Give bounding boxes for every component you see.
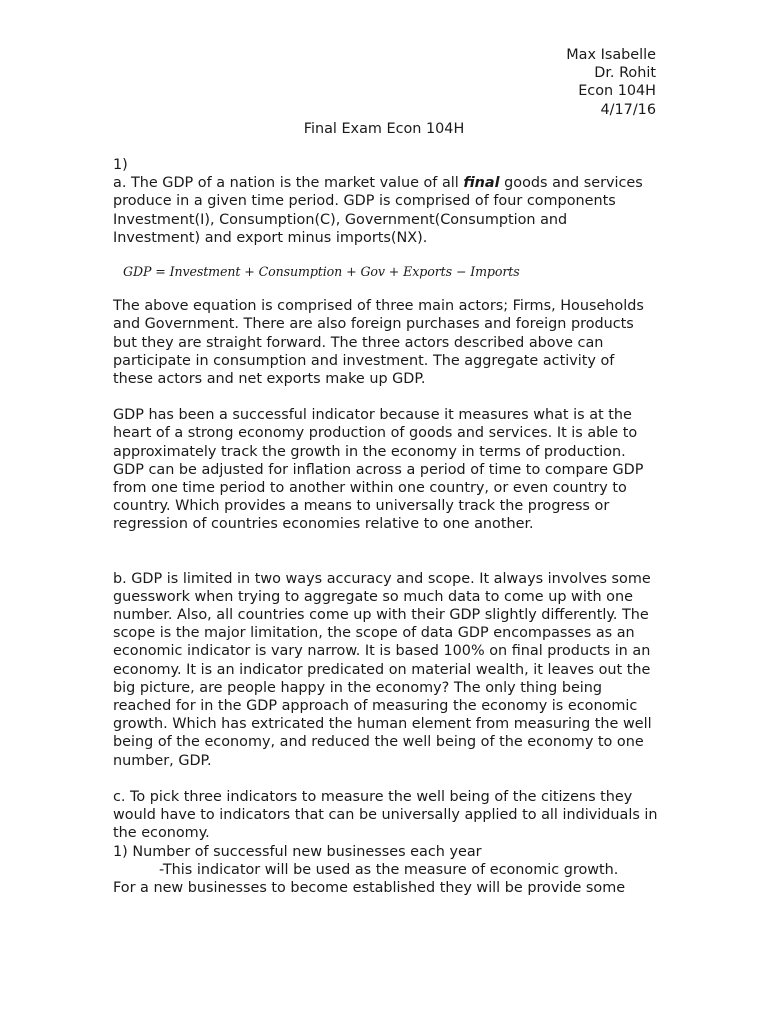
document-date: 4/17/16 bbox=[600, 101, 656, 118]
part-a-rest: goods and services produce in a given time period. GDP is comprised of four components Investment(I), Consumption(C), Government(Consumption and Investment) and export minus imports(NX). bbox=[113, 175, 643, 246]
indicator-item-1: 1) Number of successful new businesses each year bbox=[113, 843, 482, 860]
course-name: Econ 104H bbox=[578, 83, 656, 100]
document-title: Final Exam Econ 104H bbox=[303, 121, 465, 137]
author-name: Max Isabelle bbox=[566, 47, 656, 63]
part-b-paragraph: b. GDP is limited in two ways accuracy and scope. It always involves some guesswork when trying to aggregate so much data to come up with one number. Also, all countries come up with their GDP slightly differently. The scope is the major limitation, the scope of data GDP encompasses as an economic indicator is vary narrow. It is based 100% on final products in an economy. It is an indicator predicated on material wealth, it leaves out the big picture, are people happy in the economy? The only thing being reached for in the GDP approach of measuring the economy is economic growth. Which has extricated the human element from measuring the well being of the economy, and reduced the well being of the economy to one number, GDP. bbox=[113, 570, 652, 769]
header-block bbox=[566, 46, 656, 119]
indicator-item-1-continued: For a new businesses to become established they will be provide some bbox=[113, 879, 626, 896]
part-c-paragraph: c. To pick three indicators to measure the well being of the citizens they would have to indicators that can be universally applied to all individuals in the economy. bbox=[113, 788, 658, 842]
document-body bbox=[113, 156, 658, 897]
part-a-paragraph-1 bbox=[113, 174, 658, 247]
part-a-lead: a. The GDP of a nation is the market value of all bbox=[113, 175, 459, 192]
part-a-paragraph-3: GDP has been a successful indicator because it measures what is at the heart of a strong economy production of goods and services. It is able to approximately track the growth in the economy in terms of production. GDP can be adjusted for inflation across a period of time to compare GDP from one time period to another within one country, or even country to country. Which provides a means to universally track the progress or regression of countries economies relative to one another. bbox=[113, 407, 644, 533]
part-a-paragraph-2: The above equation is comprised of three main actors; Firms, Households and Government. There are also foreign purchases and foreign products but they are straight forward. The three actors described above can participate in consumption and investment. The aggregate activity of these actors and net exports make up GDP. bbox=[113, 298, 644, 388]
gdp-equation: GDP = Investment + Consumption + Gov + Exports − Imports bbox=[123, 264, 520, 280]
question-number: 1) bbox=[113, 157, 128, 173]
indicator-item-1-detail: -This indicator will be used as the measure of economic growth. bbox=[159, 861, 619, 878]
instructor-name: Dr. Rohit bbox=[594, 65, 656, 82]
part-a-emphasis: final bbox=[463, 175, 500, 192]
